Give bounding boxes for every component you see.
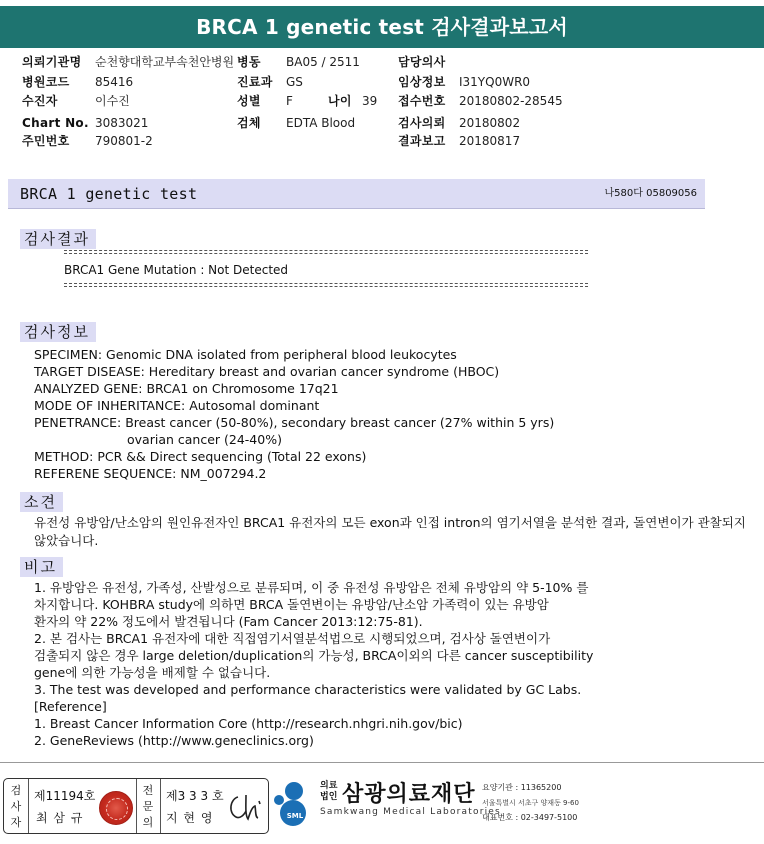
signature-separator	[160, 779, 161, 833]
specialist-name: 지 현 영	[166, 811, 214, 825]
sex-value: F	[286, 94, 293, 108]
org-name: 삼광의료재단	[342, 782, 476, 807]
test-code: 나580다 05809056	[604, 188, 697, 199]
org-phone: 대표번호 : 02-3497-5100	[482, 813, 578, 822]
reported-label: 결과보고	[398, 134, 446, 148]
divider-bottom	[64, 283, 588, 287]
result-line: BRCA1 Gene Mutation : Not Detected	[64, 263, 289, 277]
requested-value: 20180802	[459, 116, 521, 130]
examiner-label: 검사자	[10, 784, 22, 829]
dept-label: 진료과	[237, 75, 273, 89]
reference-heading: [Reference]	[34, 699, 107, 714]
seal-stamp	[99, 791, 133, 825]
test-header	[8, 179, 705, 209]
info-analyzed-gene: ANALYZED GENE: BRCA1 on Chromosome 17q21	[34, 381, 339, 396]
info-target-disease: TARGET DISEASE: Hereditary breast and ovarian cancer syndrome (HBOC)	[34, 364, 500, 379]
dept-value: GS	[286, 75, 303, 89]
signature-separator	[136, 779, 137, 833]
clinical-label: 임상정보	[398, 75, 446, 89]
org-prefix-top: 의료	[320, 781, 338, 791]
examiner-license: 제11194호	[34, 789, 96, 803]
logo-text: SML	[286, 812, 304, 820]
clinical-value: I31YQ0WR0	[459, 75, 531, 89]
patient-label: 수진자	[22, 94, 58, 108]
org-code: 요양기관 : 11365200	[482, 783, 562, 792]
age-value: 39	[362, 94, 378, 108]
remark-line: gene에 의한 가능성을 배제할 수 없습니다.	[34, 665, 271, 680]
test-name: BRCA 1 genetic test	[20, 185, 198, 203]
chart-value: 3083021	[95, 116, 149, 130]
specialist-license: 제3 3 3 호	[166, 789, 224, 803]
report-title: BRCA 1 genetic test 검사결과보고서	[0, 6, 764, 48]
remark-line: 환자의 약 22% 정도에서 발견됩니다 (Fam Cancer 2013:12:75-81).	[34, 614, 423, 629]
institution-label: 의뢰기관명	[22, 55, 82, 69]
header-info	[0, 54, 764, 154]
resident-label: 주민번호	[22, 134, 70, 148]
requested-label: 검사의뢰	[398, 116, 446, 130]
examiner-name: 최 삼 규	[36, 811, 84, 825]
finding-text: 유전성 유방암/난소암의 원인유전자인 BRCA1 유전자의 모든 exon과 인접 intron의 염기서열을 분석한 결과, 돌연변이가 관찰되지 않았습니다.	[34, 515, 746, 548]
remarks-section-title: 비고	[20, 557, 63, 577]
header-row-1	[0, 54, 764, 71]
info-inheritance: MODE OF INHERITANCE: Autosomal dominant	[34, 398, 320, 413]
signature-box	[3, 778, 269, 834]
remark-line: 검출되지 않은 경우 large deletion/duplication의 가능성, BRCA이외의 다른 cancer susceptibility	[34, 648, 594, 663]
info-reference-sequence: REFERENE SEQUENCE: NM_007294.2	[34, 466, 267, 481]
header-row-4	[0, 115, 764, 132]
specialist-label: 전문의	[142, 784, 154, 829]
info-penetrance-ovarian: ovarian cancer (24-40%)	[127, 432, 282, 447]
finding-section-title: 소견	[20, 492, 63, 512]
ward-value: BA05 / 2511	[286, 55, 360, 69]
divider-top	[64, 250, 588, 254]
chart-label: Chart No.	[22, 116, 89, 130]
result-section-title: 검사결과	[20, 229, 96, 249]
doctor-label: 담당의사	[398, 55, 446, 69]
patient-value: 이수진	[95, 94, 130, 108]
info-section-title: 검사정보	[20, 322, 96, 342]
info-specimen: SPECIMEN: Genomic DNA isolated from peripheral blood leukocytes	[34, 347, 457, 362]
signature-separator	[28, 779, 29, 833]
remark-line: 1. 유방암은 유전성, 가족성, 산발성으로 분류되며, 이 중 유전성 유방암은 전체 유방암의 약 5-10% 를	[34, 580, 589, 595]
remark-line: 2. 본 검사는 BRCA1 유전자에 대한 직접염기서열분석법으로 시행되었으며, 검사상 돌연변이가	[34, 631, 551, 646]
resident-value: 790801-2	[95, 134, 153, 148]
remark-line: 차지합니다. KOHBRA study에 의하면 BRCA 돌연변이는 유방암/난소암 가족력이 있는 유방암	[34, 597, 549, 612]
reference-item: 2. GeneReviews (http://www.geneclinics.org)	[34, 733, 314, 748]
reported-value: 20180817	[459, 134, 521, 148]
specimen-value: EDTA Blood	[286, 116, 356, 130]
info-method: METHOD: PCR && Direct sequencing (Total 22 exons)	[34, 449, 367, 464]
specimen-label: 검체	[237, 116, 261, 130]
sex-label: 성별	[237, 94, 261, 108]
footer-divider	[0, 762, 764, 763]
org-address: 서울특별시 서초구 양재동 9-60	[482, 799, 579, 807]
header-row-2	[0, 74, 764, 91]
age-label: 나이	[328, 94, 352, 108]
receipt-value: 20180802-28545	[459, 94, 563, 108]
receipt-label: 접수번호	[398, 94, 446, 108]
signature-mark	[224, 791, 264, 825]
reference-item: 1. Breast Cancer Information Core (http://research.nhgri.nih.gov/bic)	[34, 716, 463, 731]
header-row-3	[0, 93, 764, 110]
remark-line: 3. The test was developed and performance characteristics were validated by GC Labs.	[34, 682, 582, 697]
header-row-5	[0, 133, 764, 150]
org-name-english: Samkwang Medical Laboratories	[320, 807, 501, 817]
hospital-code-value: 85416	[95, 75, 134, 89]
org-prefix-bottom: 법인	[320, 792, 338, 802]
hospital-code-label: 병원코드	[22, 75, 70, 89]
institution-value: 순천향대학교부속천안병원	[95, 55, 235, 69]
ward-label: 병동	[237, 55, 261, 69]
info-penetrance: PENETRANCE: Breast cancer (50-80%), secondary breast cancer (27% within 5 yrs)	[34, 415, 555, 430]
